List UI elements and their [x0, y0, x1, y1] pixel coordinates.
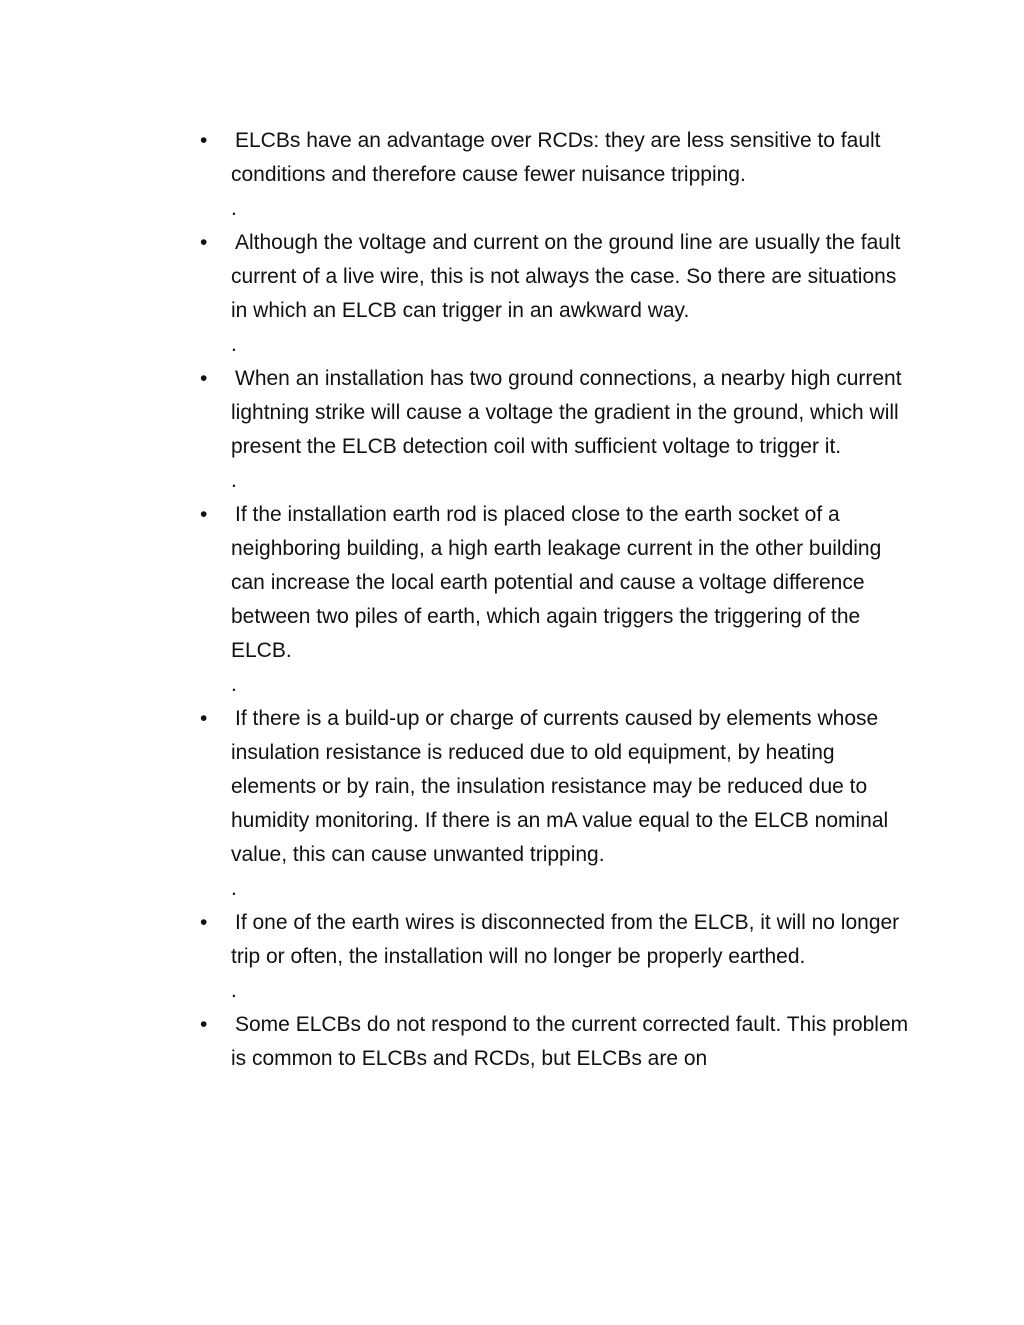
bullet-icon: •: [200, 503, 208, 526]
separator-dot: .: [231, 469, 237, 492]
bullet-icon: •: [200, 129, 208, 152]
list-item-text: If the installation earth rod is placed close to the earth socket of a neighboring building, a high earth leakage current in the other building can increase the local earth potential and cause a voltage difference between two piles of earth, which again triggers the triggering of the ELCB.: [231, 503, 882, 662]
list-item-text: Although the voltage and current on the ground line are usually the fault current of a live wire, this is not always the case. So there are situations in which an ELCB can trigger in an awkward way.: [231, 231, 901, 322]
bullet-list: [198, 124, 910, 1076]
list-item: [198, 362, 910, 464]
list-item: [198, 498, 910, 668]
bullet-icon: •: [200, 1013, 208, 1036]
list-item: [198, 226, 910, 328]
bullet-icon: •: [200, 707, 208, 730]
list-item-text: When an installation has two ground connections, a nearby high current lightning strike will cause a voltage the gradient in the ground, which will present the ELCB detection coil with sufficient voltage to trigger it.: [231, 367, 902, 458]
list-item-text: ELCBs have an advantage over RCDs: they are less sensitive to fault conditions and therefore cause fewer nuisance tripping.: [231, 129, 881, 186]
bullet-icon: •: [200, 367, 208, 390]
separator-dot: .: [231, 197, 237, 220]
list-item-text: If one of the earth wires is disconnected from the ELCB, it will no longer trip or often, the installation will no longer be properly earthed.: [231, 911, 900, 968]
list-item: [198, 124, 910, 192]
list-item-text: If there is a build-up or charge of currents caused by elements whose insulation resistance is reduced due to old equipment, by heating elements or by rain, the insulation resistance may be reduced due to humidity monitoring. If there is an mA value equal to the ELCB nominal value, this can cause unwanted tripping.: [231, 707, 889, 866]
bullet-icon: •: [200, 231, 208, 254]
separator-dot: .: [231, 877, 237, 900]
list-item-text: Some ELCBs do not respond to the current corrected fault. This problem is common to ELCBs and RCDs, but ELCBs are on: [231, 1013, 909, 1070]
separator-dot: .: [231, 333, 237, 356]
separator-dot: .: [231, 673, 237, 696]
list-item: [198, 1008, 910, 1076]
separator-dot: .: [231, 979, 237, 1002]
list-item: [198, 702, 910, 872]
bullet-icon: •: [200, 911, 208, 934]
list-item: [198, 906, 910, 974]
